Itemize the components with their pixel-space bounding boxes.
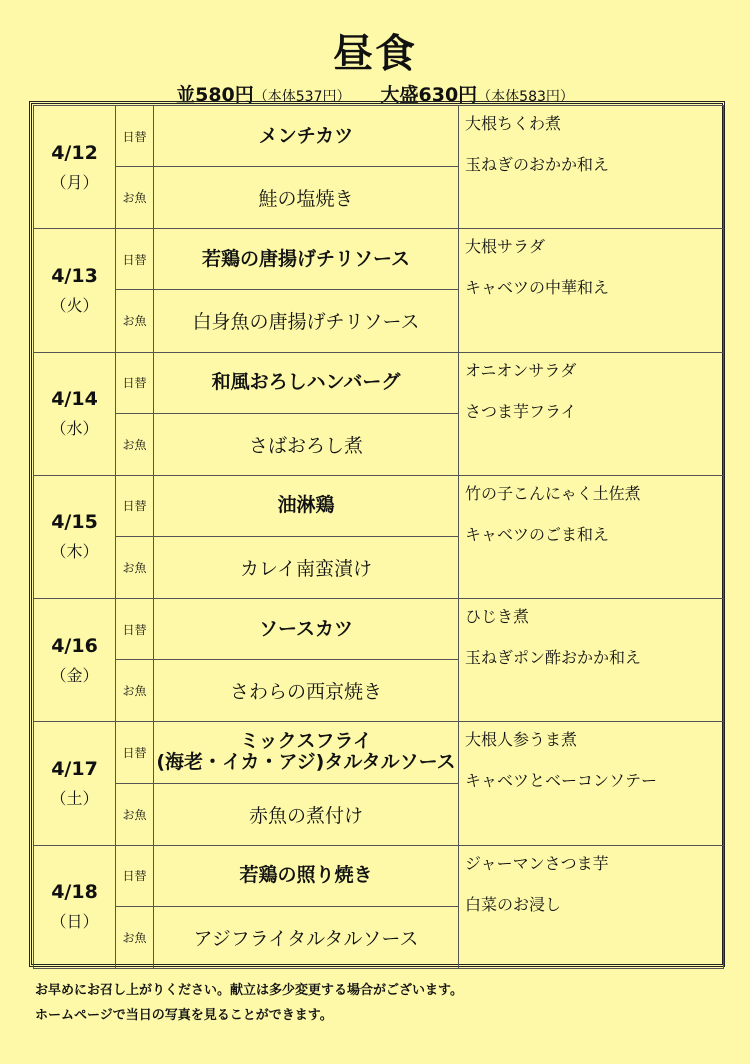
daily-special-label: 日替	[116, 229, 154, 290]
side-dish: 竹の子こんにゃく土佐煮	[465, 483, 641, 503]
daily-special-dish-line: メンチカツ	[258, 124, 354, 147]
day-of-week: （土）	[50, 789, 99, 809]
daily-special-dish	[154, 599, 459, 660]
fish-dish: さばおろし煮	[154, 413, 459, 475]
date: 4/15	[51, 511, 98, 534]
daily-special-label: 日替	[116, 845, 154, 906]
fish-label: お魚	[116, 783, 154, 845]
daily-special-dish	[154, 352, 459, 413]
daily-special-dish	[154, 106, 459, 167]
side-dish: 玉ねぎのおかか和え	[465, 155, 610, 174]
day-of-week: （火）	[50, 295, 99, 315]
date-cell	[34, 845, 116, 968]
day-of-week: （月）	[50, 172, 99, 192]
daily-special-label: 日替	[116, 475, 154, 536]
day-row	[34, 229, 724, 290]
daily-special-dish-line: (海老・イカ・アジ)タルタルソース	[156, 751, 456, 774]
day-row	[34, 845, 724, 906]
date-cell	[34, 722, 116, 845]
side-dish: キャベツの中華和え	[465, 278, 610, 298]
regular-price-note: （本体537円）	[253, 89, 351, 105]
side-dish: さつま芋フライ	[465, 401, 577, 421]
fish-dish: 白身魚の唐揚げチリソース	[154, 290, 459, 352]
daily-special-label: 日替	[116, 599, 154, 660]
side-dish: ひじき煮	[465, 607, 530, 627]
day-row	[34, 352, 724, 413]
fish-label: お魚	[116, 290, 154, 352]
daily-special-dish	[154, 845, 459, 906]
side-dishes	[459, 352, 724, 475]
side-dish: 玉ねぎポン酢おかか和え	[465, 648, 642, 668]
day-row	[34, 599, 724, 660]
daily-special-dish	[154, 722, 459, 783]
fish-dish: 赤魚の煮付け	[154, 783, 459, 845]
date-cell	[34, 475, 116, 598]
date-cell	[34, 229, 116, 352]
side-dish: 大根サラダ	[465, 237, 545, 257]
regular-price: 並580円	[176, 84, 254, 106]
day-of-week: （木）	[50, 542, 99, 562]
large-price: 大盛630円	[380, 84, 478, 106]
side-dish: 大根人参うま煮	[465, 730, 578, 750]
large-price-note: （本体583円）	[477, 89, 574, 105]
daily-special-dish-line: 若鶏の照り焼き	[239, 864, 373, 887]
daily-special-dish-line: ソースカツ	[258, 617, 354, 640]
day-of-week: （金）	[50, 665, 99, 685]
page-title: 昼食	[333, 31, 417, 77]
daily-special-dish-line: ミックスフライ	[240, 730, 372, 753]
daily-special-label: 日替	[116, 352, 154, 413]
side-dishes	[459, 845, 724, 968]
side-dish: ジャーマンさつま芋	[465, 853, 609, 873]
side-dish: キャベツのごま和え	[465, 524, 610, 544]
day-row	[34, 722, 724, 783]
date-cell	[34, 352, 116, 475]
daily-special-label: 日替	[116, 722, 154, 783]
fish-dish: 鮭の塩焼き	[154, 167, 459, 229]
side-dishes	[459, 475, 724, 598]
day-row	[34, 106, 724, 167]
date: 4/13	[51, 264, 98, 287]
side-dishes	[459, 599, 724, 722]
daily-special-dish-line: 和風おろしハンバーグ	[211, 371, 401, 394]
side-dishes	[459, 106, 724, 229]
side-dishes	[459, 229, 724, 352]
daily-special-label: 日替	[116, 106, 154, 167]
side-dish: 白菜のお浸し	[465, 894, 562, 914]
date: 4/16	[51, 634, 98, 657]
date: 4/14	[51, 388, 98, 411]
fish-dish: アジフライタルタルソース	[154, 906, 459, 968]
fish-dish: さわらの西京焼き	[154, 660, 459, 722]
fish-label: お魚	[116, 167, 154, 229]
date-cell	[34, 106, 116, 229]
daily-special-dish	[154, 229, 459, 290]
fish-label: お魚	[116, 906, 154, 968]
fish-label: お魚	[116, 660, 154, 722]
date: 4/12	[51, 141, 98, 164]
side-dish: オニオンサラダ	[465, 360, 577, 380]
fish-label: お魚	[116, 536, 154, 598]
date: 4/18	[51, 881, 98, 904]
daily-special-dish	[154, 475, 459, 536]
daily-special-dish-line: 若鶏の唐揚げチリソース	[201, 247, 411, 270]
day-row	[34, 475, 724, 536]
date-cell	[34, 599, 116, 722]
notes	[35, 978, 463, 1028]
note-line: ホームページで当日の写真を見ることができます。	[35, 1008, 333, 1023]
side-dish: キャベツとベーコンソテー	[465, 771, 658, 791]
menu-table	[33, 105, 724, 969]
date: 4/17	[51, 758, 98, 781]
fish-dish: カレイ南蛮漬け	[154, 536, 459, 598]
day-of-week: （日）	[50, 912, 99, 932]
daily-special-dish-line: 油淋鶏	[277, 494, 335, 517]
note-line: お早めにお召し上がりください。献立は多少変更する場合がございます。	[35, 983, 463, 998]
day-of-week: （水）	[50, 419, 99, 439]
fish-label: お魚	[116, 413, 154, 475]
side-dishes	[459, 722, 724, 845]
side-dish: 大根ちくわ煮	[465, 114, 562, 133]
